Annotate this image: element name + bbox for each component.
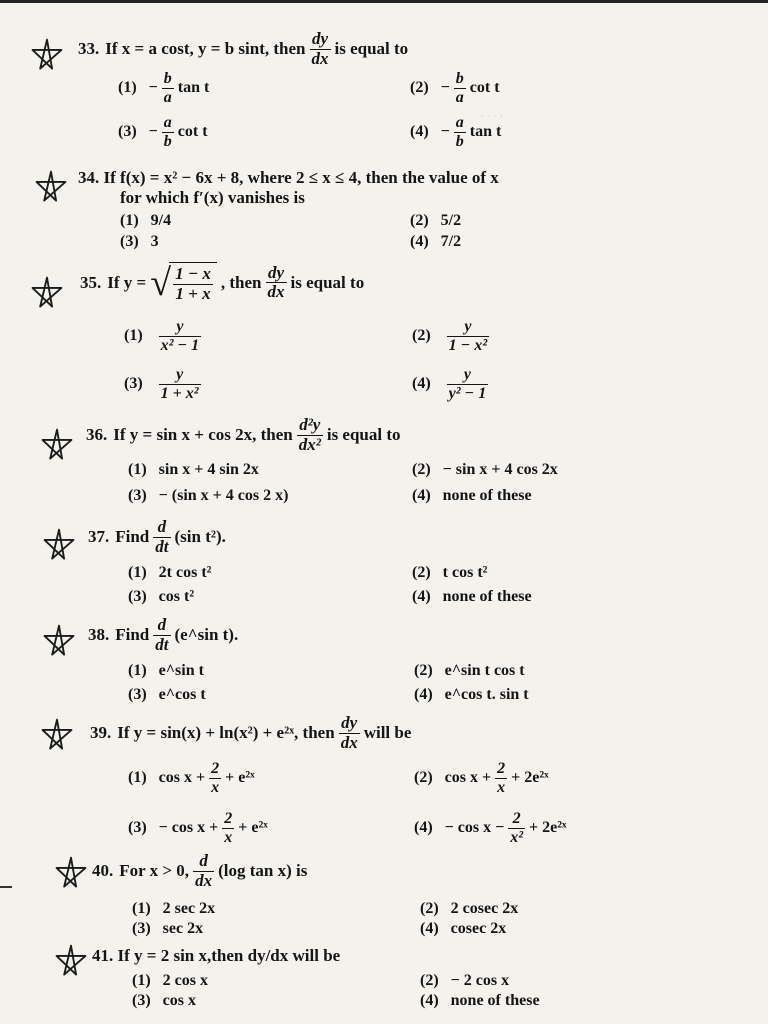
question-text: If y = sin(x) + ln(x²) + e²ˣ, then xyxy=(117,723,335,743)
option-2[interactable]: (2) e^sin t cos t xyxy=(414,662,525,679)
option-3[interactable]: (3) − (sin x + 4 cos 2 x) xyxy=(128,487,289,504)
question-text: If f(x) = x² − 6x + 8, where 2 ≤ x ≤ 4, then the value of x xyxy=(103,168,499,187)
option-4[interactable]: (4) − $\frac{a}{b}$ tan t xyxy=(410,114,502,150)
question-text: If x = a cost, y = b sint, then xyxy=(105,39,306,59)
derivative-operator: $\frac{d}{dx}$ xyxy=(195,851,213,890)
option-1[interactable]: (1) 9/4 xyxy=(120,212,172,229)
option-3[interactable]: (3) cos x xyxy=(132,992,196,1009)
option-1[interactable]: (1) − $\frac{b}{a}$ tan t xyxy=(118,70,210,106)
star-mark-icon xyxy=(30,38,64,72)
star-mark-icon xyxy=(42,624,76,658)
option-3[interactable]: (3) 3 xyxy=(120,233,159,250)
question-text-mid: , then xyxy=(220,272,262,292)
option-2[interactable]: (2) t cos t² xyxy=(412,564,488,581)
question-text-end: will be xyxy=(363,723,412,743)
star-mark-icon xyxy=(34,170,68,204)
star-mark-icon xyxy=(40,718,74,752)
star-mark-icon xyxy=(42,528,76,562)
derivative-fraction: $\frac{dy}{dx}$ xyxy=(340,713,358,752)
star-mark-icon xyxy=(30,276,64,310)
option-2[interactable]: (2) − $\frac{b}{a}$ cot t xyxy=(410,70,500,106)
option-2[interactable]: (2) − 2 cos x xyxy=(420,972,510,989)
question-text-line2: for which f′(x) vanishes is xyxy=(120,188,305,207)
question-number: 37. xyxy=(88,527,110,547)
option-2[interactable]: (2) − sin x + 4 cos 2x xyxy=(412,461,558,478)
question-text-end: (log tan x) is xyxy=(218,861,308,881)
second-derivative-fraction: $\frac{\text{d²y}}{\text{dx²}}$ xyxy=(298,415,321,454)
option-1[interactable]: (1) 2 cos x xyxy=(132,972,208,989)
option-1[interactable]: (1) cos x + $\frac{2}{x}$ + e²ˣ xyxy=(128,760,255,796)
question-text-end: (e^sin t). xyxy=(174,625,239,645)
option-1[interactable]: (1) $\frac{y}{\text{x² − 1}}$ xyxy=(124,318,200,354)
option-2[interactable]: (2) cos x + $\frac{2}{x}$ + 2e²ˣ xyxy=(414,760,549,796)
option-4[interactable]: (4) none of these xyxy=(420,992,540,1009)
star-mark-icon xyxy=(54,856,88,890)
question-number: 35. xyxy=(80,272,102,292)
question-text-end: is equal to xyxy=(326,425,401,445)
question-number: 40. xyxy=(92,861,114,881)
option-4[interactable]: (4) e^cos t. sin t xyxy=(414,686,529,703)
option-3[interactable]: (3) e^cos t xyxy=(128,686,206,703)
question-text: If y = xyxy=(107,272,147,292)
question-text: If y = sin x + cos 2x, then xyxy=(113,425,293,445)
star-mark-icon xyxy=(40,428,74,462)
option-4[interactable]: (4) $\frac{y}{\text{y² − 1}}$ xyxy=(412,366,487,402)
question-text-end: (sin t²). xyxy=(174,527,226,547)
derivative-fraction: $\frac{dy}{dx}$ xyxy=(311,29,329,68)
question-text: Find xyxy=(115,625,150,645)
option-3[interactable]: (3) − cos x + $\frac{2}{x}$ + e²ˣ xyxy=(128,810,268,846)
question-text: Find xyxy=(115,527,150,547)
show-through-text: · · · · xyxy=(480,108,503,123)
option-4[interactable]: (4) none of these xyxy=(412,588,532,605)
question-text: For x > 0, xyxy=(119,861,190,881)
option-4[interactable]: (4) 7/2 xyxy=(410,233,462,250)
derivative-fraction: $\frac{dy}{dx}$ xyxy=(267,262,285,302)
option-4[interactable]: (4) cosec 2x xyxy=(420,920,507,937)
option-3[interactable]: (3) − $\frac{a}{b}$ cot t xyxy=(118,114,208,150)
margin-tick xyxy=(0,886,12,888)
question-text-end: is equal to xyxy=(334,39,409,59)
option-1[interactable]: (1) sin x + 4 sin 2x xyxy=(128,461,259,478)
question-number: 36. xyxy=(86,425,108,445)
option-3[interactable]: (3) sec 2x xyxy=(132,920,204,937)
option-3[interactable]: (3) $\frac{y}{\text{1 + x²}}$ xyxy=(124,366,199,402)
option-2[interactable]: (2) $\frac{y}{\text{1 − x²}}$ xyxy=(412,318,488,354)
option-2[interactable]: (2) 2 cosec 2x xyxy=(420,900,519,917)
square-root: √ $\frac{1 - x}{1 + x}$ xyxy=(150,262,217,303)
option-4[interactable]: (4) none of these xyxy=(412,487,532,504)
question-number: 33. xyxy=(78,39,100,59)
derivative-operator: $\frac{d}{dt}$ xyxy=(155,517,169,556)
question-text-end: is equal to xyxy=(290,272,365,292)
option-1[interactable]: (1) 2 sec 2x xyxy=(132,900,216,917)
derivative-operator: $\frac{d}{dt}$ xyxy=(155,615,169,654)
question-text: If y = 2 sin x,then dy/dx will be xyxy=(117,946,341,965)
option-1[interactable]: (1) e^sin t xyxy=(128,662,204,679)
option-3[interactable]: (3) cos t² xyxy=(128,588,195,605)
option-4[interactable]: (4) − cos x − $\frac{2}{\text{x²}}$ + 2e²ˣ xyxy=(414,810,567,846)
question-number: 41. xyxy=(92,946,114,965)
star-mark-icon xyxy=(54,944,88,978)
option-2[interactable]: (2) 5/2 xyxy=(410,212,462,229)
option-1[interactable]: (1) 2t cos t² xyxy=(128,564,212,581)
question-number: 34. xyxy=(78,168,100,187)
question-number: 38. xyxy=(88,625,110,645)
question-number: 39. xyxy=(90,723,112,743)
top-border-line xyxy=(0,0,768,3)
